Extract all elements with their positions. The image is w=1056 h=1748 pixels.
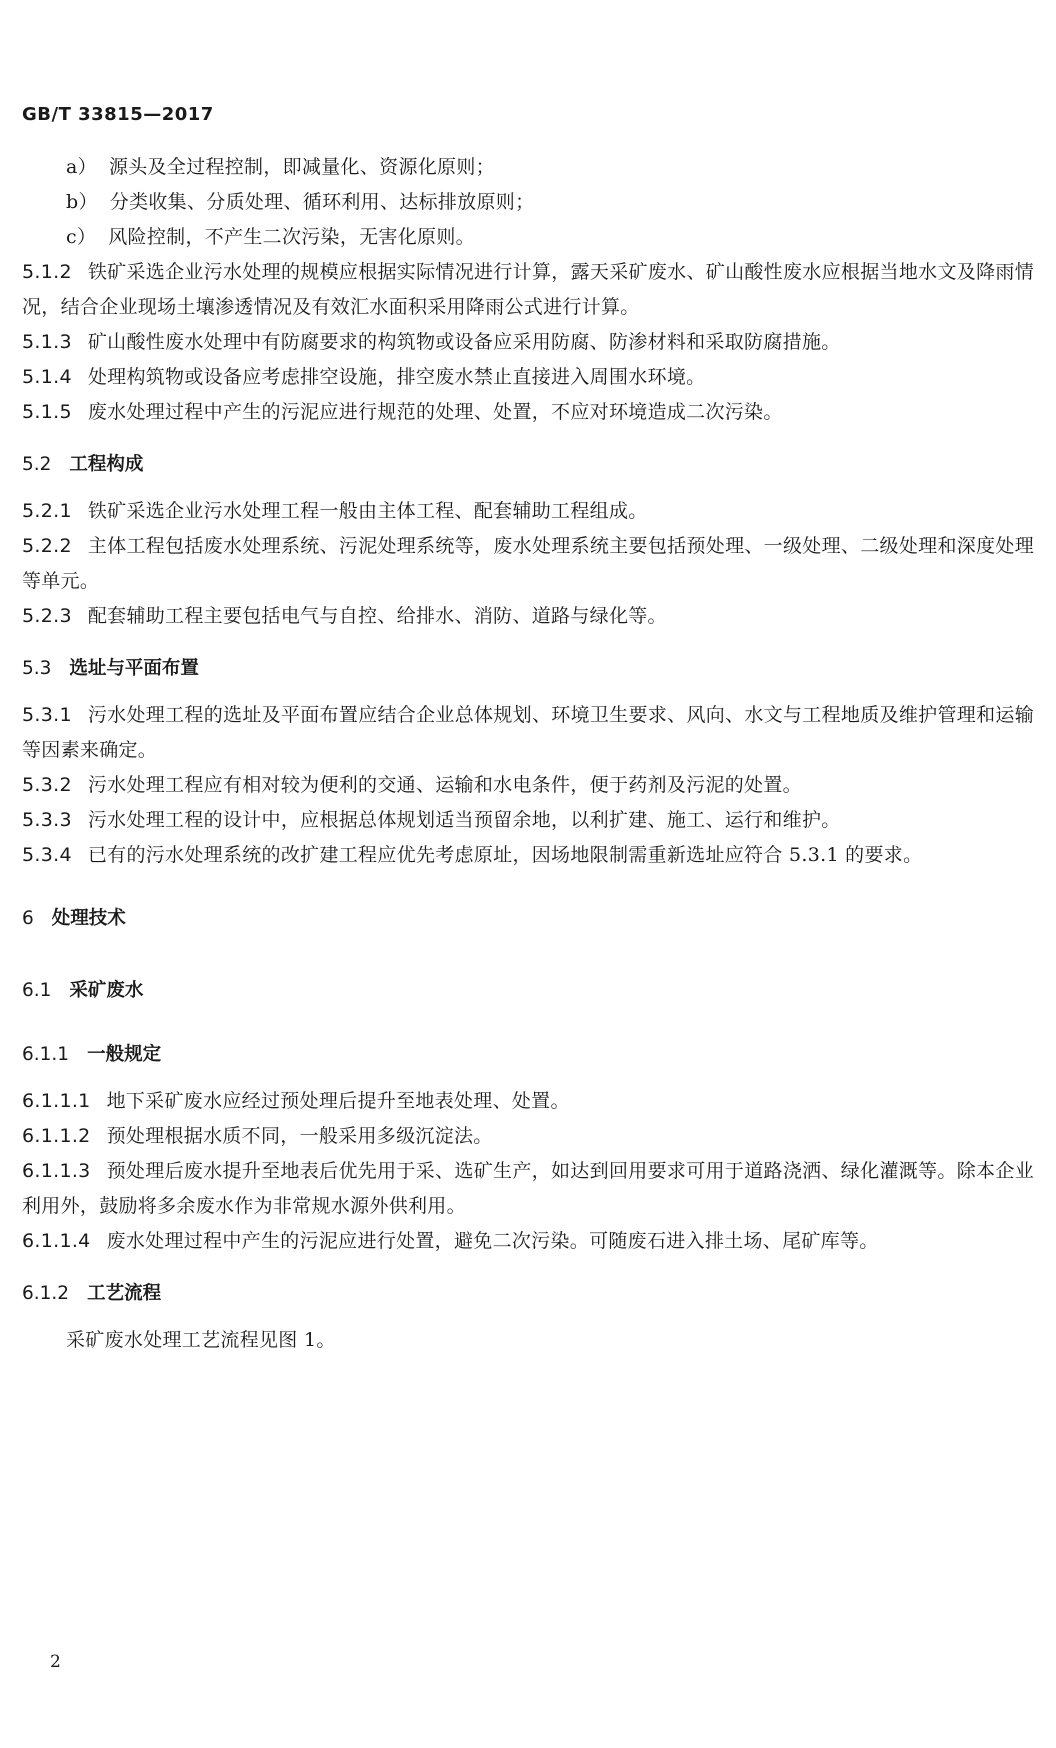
clause-text: 分类收集、分质处理、循环利用、达标排放原则；	[109, 191, 535, 213]
clause-text: 工艺流程	[87, 1283, 162, 1304]
clause-text: 地下采矿废水应经过预处理后提升至地表处理、处置。	[106, 1090, 570, 1112]
clause-text: 处理构筑物或设备应考虑排空设施，排空废水禁止直接进入周围水环境。	[87, 366, 706, 388]
section-heading	[22, 651, 1034, 686]
clause-number: 6.1.2	[22, 1283, 70, 1304]
clause-text: 工程构成	[69, 454, 144, 475]
clause-number: 5.3.2	[22, 774, 72, 796]
clause	[22, 529, 1034, 599]
document-body	[22, 150, 1034, 1358]
clause	[22, 838, 1034, 873]
clause-number: 5.1.3	[22, 331, 72, 353]
clause-number: 6	[22, 908, 34, 929]
clause-text: 配套辅助工程主要包括电气与自控、给排水、消防、道路与绿化等。	[87, 605, 667, 627]
clause-number: 6.1.1.4	[22, 1230, 91, 1252]
clause-number: c）	[66, 226, 97, 248]
clause-number: 5.3.3	[22, 809, 72, 831]
clause	[22, 325, 1034, 360]
section-heading	[22, 973, 1034, 1008]
clause-text: 选址与平面布置	[69, 658, 199, 679]
clause-text: 废水处理过程中产生的污泥应进行规范的处理、处置，不应对环境造成二次污染。	[87, 401, 783, 423]
clause	[22, 494, 1034, 529]
clause	[22, 395, 1034, 430]
clause-text: 污水处理工程的设计中，应根据总体规划适当预留余地，以利扩建、施工、运行和维护。	[87, 809, 841, 831]
section-heading	[22, 1037, 1034, 1072]
list-item	[22, 220, 1034, 255]
clause	[22, 1323, 1034, 1358]
clause-number: 5.3.1	[22, 704, 72, 726]
clause-text: 处理技术	[51, 908, 126, 929]
clause-text: 风险控制，不产生二次污染，无害化原则。	[108, 226, 475, 248]
clause-number: 5.2.3	[22, 605, 72, 627]
clause	[22, 599, 1034, 634]
clause-text: 铁矿采选企业污水处理工程一般由主体工程、配套辅助工程组成。	[87, 500, 648, 522]
clause	[22, 1154, 1034, 1224]
clause-text: 采矿废水	[69, 980, 144, 1001]
clause-text: 矿山酸性废水处理中有防腐要求的构筑物或设备应采用防腐、防渗材料和采取防腐措施。	[87, 331, 841, 353]
list-item	[22, 185, 1034, 220]
clause	[22, 1084, 1034, 1119]
clause-text: 采矿废水处理工艺流程见图 1。	[66, 1329, 336, 1351]
clause-number: 5.1.5	[22, 401, 72, 423]
clause-number: b）	[66, 191, 98, 213]
clause-number: 6.1.1	[22, 1044, 70, 1065]
section-heading	[22, 447, 1034, 482]
clause-text: 污水处理工程应有相对较为便利的交通、运输和水电条件，便于药剂及污泥的处置。	[87, 774, 802, 796]
clause-number: 5.3.4	[22, 844, 72, 866]
clause-number: 5.2	[22, 454, 52, 475]
clause	[22, 803, 1034, 838]
clause-number: 6.1	[22, 980, 52, 1001]
page-number: 2	[50, 1652, 61, 1672]
clause-number: 5.2.1	[22, 500, 72, 522]
clause-number: 6.1.1.3	[22, 1160, 91, 1182]
clause	[22, 698, 1034, 768]
clause-text: 铁矿采选企业污水处理的规模应根据实际情况进行计算，露天采矿废水、矿山酸性废水应根据当地水文及降雨情况，结合企业现场土壤渗透情况及有效汇水面积采用降雨公式进行计算。	[22, 261, 1034, 318]
clause	[22, 255, 1034, 325]
clause-number: 5.1.2	[22, 261, 72, 283]
list-item	[22, 150, 1034, 185]
clause	[22, 1224, 1034, 1259]
clause-number: 5.1.4	[22, 366, 72, 388]
clause-text: 一般规定	[87, 1044, 162, 1065]
clause-text: 源头及全过程控制，即减量化、资源化原则；	[108, 156, 495, 178]
clause-number: a）	[66, 156, 97, 178]
clause	[22, 1119, 1034, 1154]
section-heading	[22, 901, 1034, 936]
clause-text: 污水处理工程的选址及平面布置应结合企业总体规划、环境卫生要求、风向、水文与工程地质及维护管理和运输等因素来确定。	[22, 704, 1034, 761]
clause-number: 5.3	[22, 658, 52, 679]
clause-number: 6.1.1.2	[22, 1125, 91, 1147]
clause-number: 5.2.2	[22, 535, 72, 557]
clause-text: 预处理后废水提升至地表后优先用于采、选矿生产，如达到回用要求可用于道路浇洒、绿化灌溉等。除本企业利用外，鼓励将多余废水作为非常规水源外供利用。	[22, 1160, 1034, 1217]
clause	[22, 768, 1034, 803]
standard-number: GB/T 33815—2017	[22, 104, 214, 125]
clause-text: 废水处理过程中产生的污泥应进行处置，避免二次污染。可随废石进入排土场、尾矿库等。	[106, 1230, 879, 1252]
clause	[22, 360, 1034, 395]
clause-text: 已有的污水处理系统的改扩建工程应优先考虑原址，因场地限制需重新选址应符合 5.3.1 的要求。	[87, 844, 923, 866]
clause-number: 6.1.1.1	[22, 1090, 91, 1112]
clause-text: 主体工程包括废水处理系统、污泥处理系统等，废水处理系统主要包括预处理、一级处理、二级处理和深度处理等单元。	[22, 535, 1034, 592]
section-heading	[22, 1276, 1034, 1311]
clause-text: 预处理根据水质不同，一般采用多级沉淀法。	[106, 1125, 493, 1147]
